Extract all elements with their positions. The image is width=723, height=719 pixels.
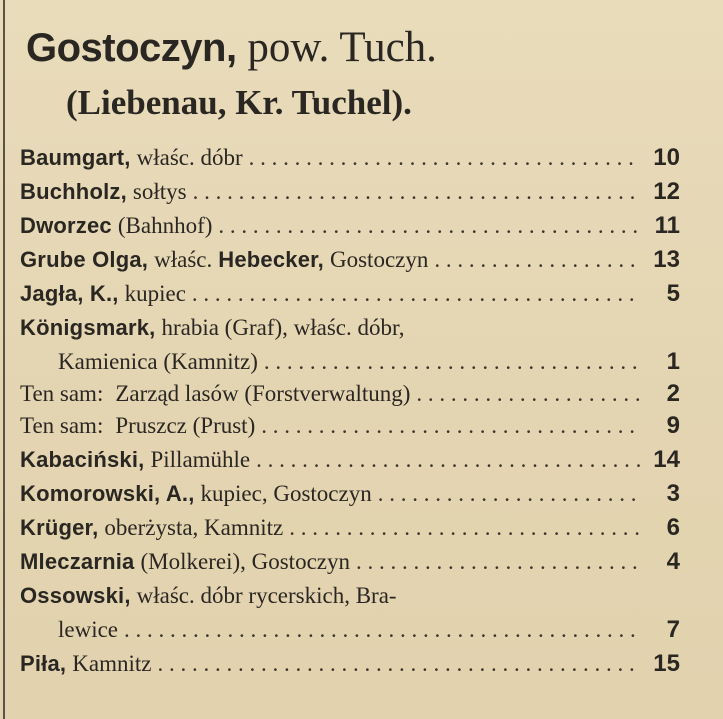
entry-number: 4	[666, 548, 680, 575]
entry-number: 5	[666, 280, 680, 307]
entry-description: kupiec	[124, 281, 186, 306]
leader-dots	[410, 379, 640, 409]
leader-dots	[186, 277, 640, 311]
entry-description: (Bahnhof)	[117, 213, 213, 238]
entry-name: Krüger,	[20, 515, 99, 540]
leader-dots	[255, 409, 640, 443]
entry-name: Piła,	[20, 651, 67, 676]
entry-description: Pillamühle	[150, 447, 251, 472]
entry-number: 3	[666, 480, 680, 507]
leader-dots	[187, 175, 640, 209]
page-title	[26, 22, 706, 74]
entry-name: Mleczarnia	[20, 549, 135, 574]
title-place: Gostoczyn,	[26, 26, 237, 70]
list-item	[20, 175, 680, 209]
list-item	[20, 379, 680, 409]
list-item	[20, 579, 680, 613]
entry-number: 1	[666, 348, 680, 375]
list-item	[20, 243, 680, 277]
entry-number: 7	[666, 616, 680, 643]
entry-description: kupiec, Gostoczyn	[200, 481, 372, 506]
leader-dots	[372, 477, 640, 511]
entry-name: Dworzec	[20, 213, 112, 238]
entry-description: Pruszcz (Prust)	[115, 413, 256, 438]
left-border-rule	[3, 0, 5, 719]
entry-continuation: lewice	[58, 617, 119, 642]
entry-description: Kamnitz	[72, 651, 152, 676]
entry-name-secondary: Hebecker,	[218, 247, 324, 272]
list-item-continuation	[20, 345, 680, 379]
entry-description: oberżysta, Kamnitz	[104, 515, 284, 540]
list-item	[20, 477, 680, 511]
leader-dots	[258, 345, 640, 379]
entry-number: 13	[653, 246, 680, 273]
leader-dots	[243, 141, 640, 175]
entry-continuation: Kamienica (Kamnitz)	[58, 349, 258, 374]
list-item	[20, 311, 680, 345]
list-item	[20, 209, 680, 243]
leader-dots	[151, 647, 640, 681]
list-item-continuation	[20, 613, 680, 647]
entry-name: Komorowski, A.,	[20, 481, 195, 506]
entry-description: właśc. dóbr rycerskich, Bra-	[136, 583, 397, 608]
entry-name: Ossowski,	[20, 583, 131, 608]
leader-dots	[212, 209, 640, 243]
entry-number: 6	[666, 514, 680, 541]
entry-name: Baumgart,	[20, 145, 131, 170]
entry-number: 2	[666, 380, 680, 407]
list-item	[20, 647, 680, 681]
title-district: pow. Tuch.	[247, 24, 437, 71]
entry-prefix: Ten sam:	[20, 413, 104, 438]
entry-description: właśc.	[154, 247, 213, 272]
page-subtitle: (Liebenau, Kr. Tuchel).	[66, 83, 412, 122]
entry-name: Kabaciński,	[20, 447, 145, 472]
entry-description: hrabia (Graf), właśc. dóbr,	[161, 315, 405, 340]
entry-name: Königsmark,	[20, 315, 156, 340]
leader-dots	[250, 443, 640, 477]
entry-number: 15	[653, 650, 680, 677]
list-item	[20, 277, 680, 311]
list-item	[20, 141, 680, 175]
list-item	[20, 409, 680, 443]
leader-dots	[350, 545, 640, 579]
entry-number: 12	[653, 178, 680, 205]
entry-description: właśc. dóbr	[136, 145, 243, 170]
entry-name: Jagła, K.,	[20, 281, 119, 306]
entry-number: 11	[654, 212, 680, 239]
leader-dots	[428, 243, 640, 277]
list-item	[20, 511, 680, 545]
entry-name: Grube Olga,	[20, 247, 149, 272]
entry-description-secondary: Gostoczyn	[330, 247, 429, 272]
entry-description: sołtys	[132, 179, 187, 204]
list-item	[20, 443, 680, 477]
entry-description: (Molkerei), Gostoczyn	[140, 549, 350, 574]
entry-prefix: Ten sam:	[20, 381, 104, 406]
entry-list	[20, 141, 680, 681]
entry-name: Buchholz,	[20, 179, 127, 204]
leader-dots	[283, 511, 640, 545]
entry-number: 14	[653, 446, 680, 473]
entry-number: 10	[653, 144, 680, 171]
entry-number: 9	[666, 412, 680, 439]
leader-dots	[118, 613, 640, 647]
list-item	[20, 545, 680, 579]
entry-description: Zarząd lasów (Forstverwaltung)	[115, 381, 411, 406]
